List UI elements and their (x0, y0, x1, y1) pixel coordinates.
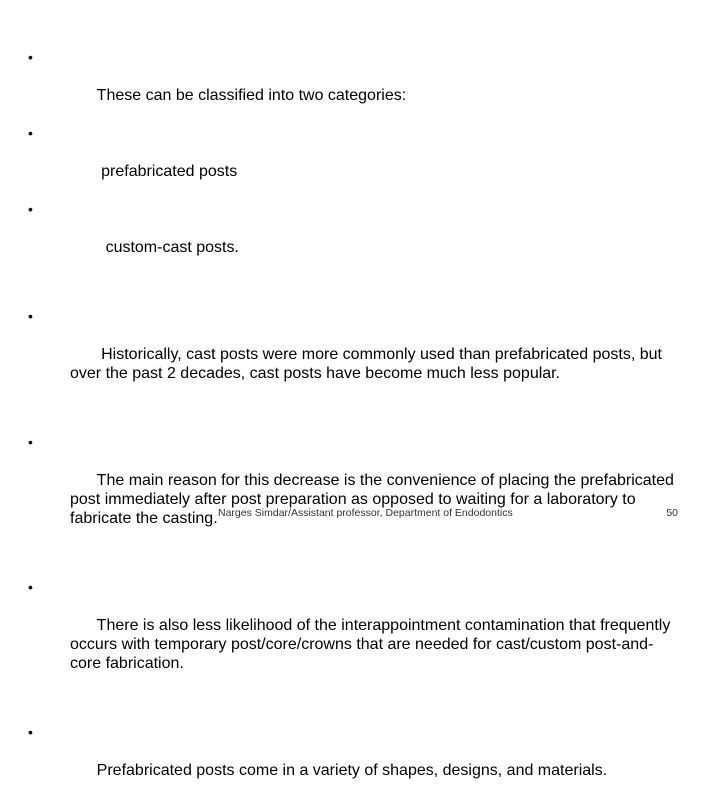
bullet-dot-icon: • (28, 579, 33, 595)
bullet-text: Prefabricated posts come in a variety of shapes, designs, and materials. (96, 762, 608, 779)
bullet-text: These can be classified into two categories: (96, 87, 407, 104)
bullet-item-categories (28, 48, 678, 124)
bullet-text: There is also less likelihood of the interappointment contamination that frequently occurs with temporary post/core/crowns that are needed for cast/custom post-and-core fabrication. (70, 617, 675, 672)
footer-credit: Narges Simdar/Assistant professor, Department of Endodontics (218, 507, 513, 519)
bullet-text: Historically, cast posts were more commonly used than prefabricated posts, but over the past 2 decades, cast posts have become much less popular. (70, 346, 667, 382)
bullet-item-contamination (28, 578, 678, 692)
bullet-item-historically (28, 307, 678, 402)
bullet-text: prefabricated posts (96, 163, 238, 180)
bullet-dot-icon: • (28, 724, 33, 740)
bullet-dot-icon: • (28, 308, 33, 324)
bullet-dot-icon: • (28, 125, 33, 141)
bullet-dot-icon: • (28, 434, 33, 450)
bullet-dot-icon: • (28, 49, 33, 65)
bullet-dot-icon: • (28, 201, 33, 217)
bullet-list (28, 48, 678, 799)
bullet-item-prefabricated (28, 124, 678, 200)
bullet-item-variety (28, 723, 678, 799)
bullet-text: The main reason for this decrease is the convenience of placing the prefabricated post immediately after post preparation as opposed to waiting for a laboratory to fabricate the casting. (70, 472, 679, 527)
bullet-item-custom-cast (28, 200, 678, 276)
bullet-item-main-reason (28, 433, 678, 547)
bullet-text: custom-cast posts. (96, 239, 239, 256)
page-number: 50 (666, 507, 678, 519)
